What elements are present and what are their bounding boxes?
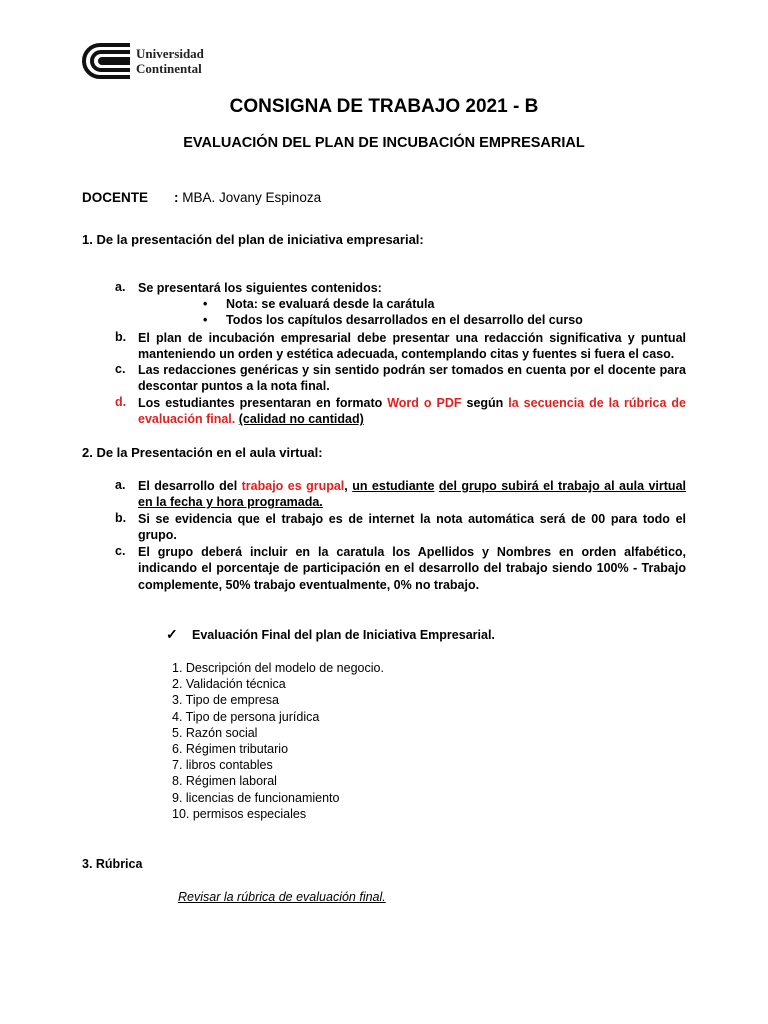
bullet-icon: • bbox=[203, 297, 208, 311]
item-1d-letter: d. bbox=[115, 395, 127, 409]
rubrica-link[interactable]: Revisar la rúbrica de evaluación final. bbox=[178, 890, 386, 904]
item-2a-rest: del grupo subirá el trabajo al aula virtual en la fecha y hora programada. bbox=[138, 479, 686, 510]
item-2a-part: , bbox=[344, 479, 353, 493]
bullet-icon: • bbox=[203, 313, 208, 327]
bullet-2-text: Todos los capítulos desarrollados en el desarrollo del curso bbox=[226, 313, 583, 327]
item-1a-text: Se presentará los siguientes contenidos: bbox=[138, 281, 382, 295]
docente-line bbox=[82, 190, 321, 205]
item-2c-letter: c. bbox=[115, 544, 126, 558]
bullet-1-text: Nota: se evaluará desde la carátula bbox=[226, 297, 435, 311]
document-subtitle: EVALUACIÓN DEL PLAN DE INCUBACIÓN EMPRESARIAL bbox=[183, 135, 585, 151]
checkmark-icon: ✓ bbox=[166, 626, 178, 642]
item-2a-estudiante: un estudiante bbox=[352, 479, 435, 493]
section-3-heading: 3. Rúbrica bbox=[82, 857, 143, 871]
docente-label: DOCENTE bbox=[82, 190, 149, 205]
list-item: 1. Descripción del modelo de negocio. bbox=[172, 661, 384, 675]
list-item: 5. Razón social bbox=[172, 725, 258, 740]
item-1a-letter: a. bbox=[115, 280, 126, 294]
continental-logo-icon bbox=[80, 42, 132, 80]
list-item: 9. licencias de funcionamiento bbox=[172, 790, 340, 805]
item-1d-part: según bbox=[461, 396, 509, 410]
section-1-heading: 1. De la presentación del plan de iniciativa empresarial: bbox=[82, 232, 424, 247]
section-2-heading: 2. De la Presentación en el aula virtual: bbox=[82, 445, 323, 460]
item-2a-letter: a. bbox=[115, 478, 126, 492]
item-1d-text bbox=[138, 395, 686, 428]
item-1d-part: Los estudiantes presentaran en formato bbox=[138, 396, 388, 410]
university-logo bbox=[80, 42, 230, 82]
item-1b-letter: b. bbox=[115, 330, 127, 344]
docente-value: MBA. Jovany Espinoza bbox=[182, 190, 322, 205]
item-1d-format: Word o PDF bbox=[387, 396, 462, 410]
item-2a-grupal: trabajo es grupal bbox=[241, 479, 345, 493]
list-item: 2. Validación técnica bbox=[172, 677, 286, 692]
evaluacion-heading: Evaluación Final del plan de Iniciativa Empresarial. bbox=[192, 628, 495, 642]
item-2a-part: El desarrollo del bbox=[138, 479, 242, 493]
list-item: 4. Tipo de persona jurídica bbox=[172, 709, 320, 724]
docente-colon: : bbox=[174, 190, 179, 205]
item-2c-text: El grupo deberá incluir en la caratula los Apellidos y Nombres en orden alfabético, indicando el porcentaje de participación en el desarrollo del trabajo siendo 100% - Trabajo complemente, 50% trabajo eventualmente, 0% no trabajo. bbox=[138, 545, 686, 592]
evaluacion-list bbox=[172, 660, 384, 822]
logo-line-2: Continental bbox=[136, 61, 202, 76]
list-item: 7. libros contables bbox=[172, 758, 273, 773]
document-title: CONSIGNA DE TRABAJO 2021 - B bbox=[229, 96, 539, 117]
item-2b-letter: b. bbox=[115, 511, 127, 525]
item-2a-text bbox=[138, 478, 686, 511]
item-2b-text: Si se evidencia que el trabajo es de internet la nota automática será de 00 para todo el grupo. bbox=[138, 512, 686, 543]
list-item: 8. Régimen laboral bbox=[172, 774, 277, 789]
item-1d-quality: (calidad no cantidad) bbox=[238, 412, 364, 427]
item-1c-text: Las redacciones genéricas y sin sentido podrán ser tomados en cuenta por el docente para descontar puntos a la nota final. bbox=[138, 363, 686, 394]
list-item: 10. permisos especiales bbox=[172, 806, 307, 821]
item-1c-letter: c. bbox=[115, 362, 126, 376]
item-1d-sequence: la secuencia de la rúbrica de evaluación final. bbox=[138, 396, 686, 427]
list-item: 3. Tipo de empresa bbox=[172, 693, 280, 708]
list-item: 6. Régimen tributario bbox=[172, 742, 289, 757]
logo-text bbox=[136, 46, 204, 76]
logo-line-1: Universidad bbox=[136, 46, 204, 61]
item-1b-text: El plan de incubación empresarial debe presentar una redacción significativa y puntual manteniendo un orden y estética adecuada, contemplando citas y fuentes si fuera el caso. bbox=[138, 331, 686, 362]
